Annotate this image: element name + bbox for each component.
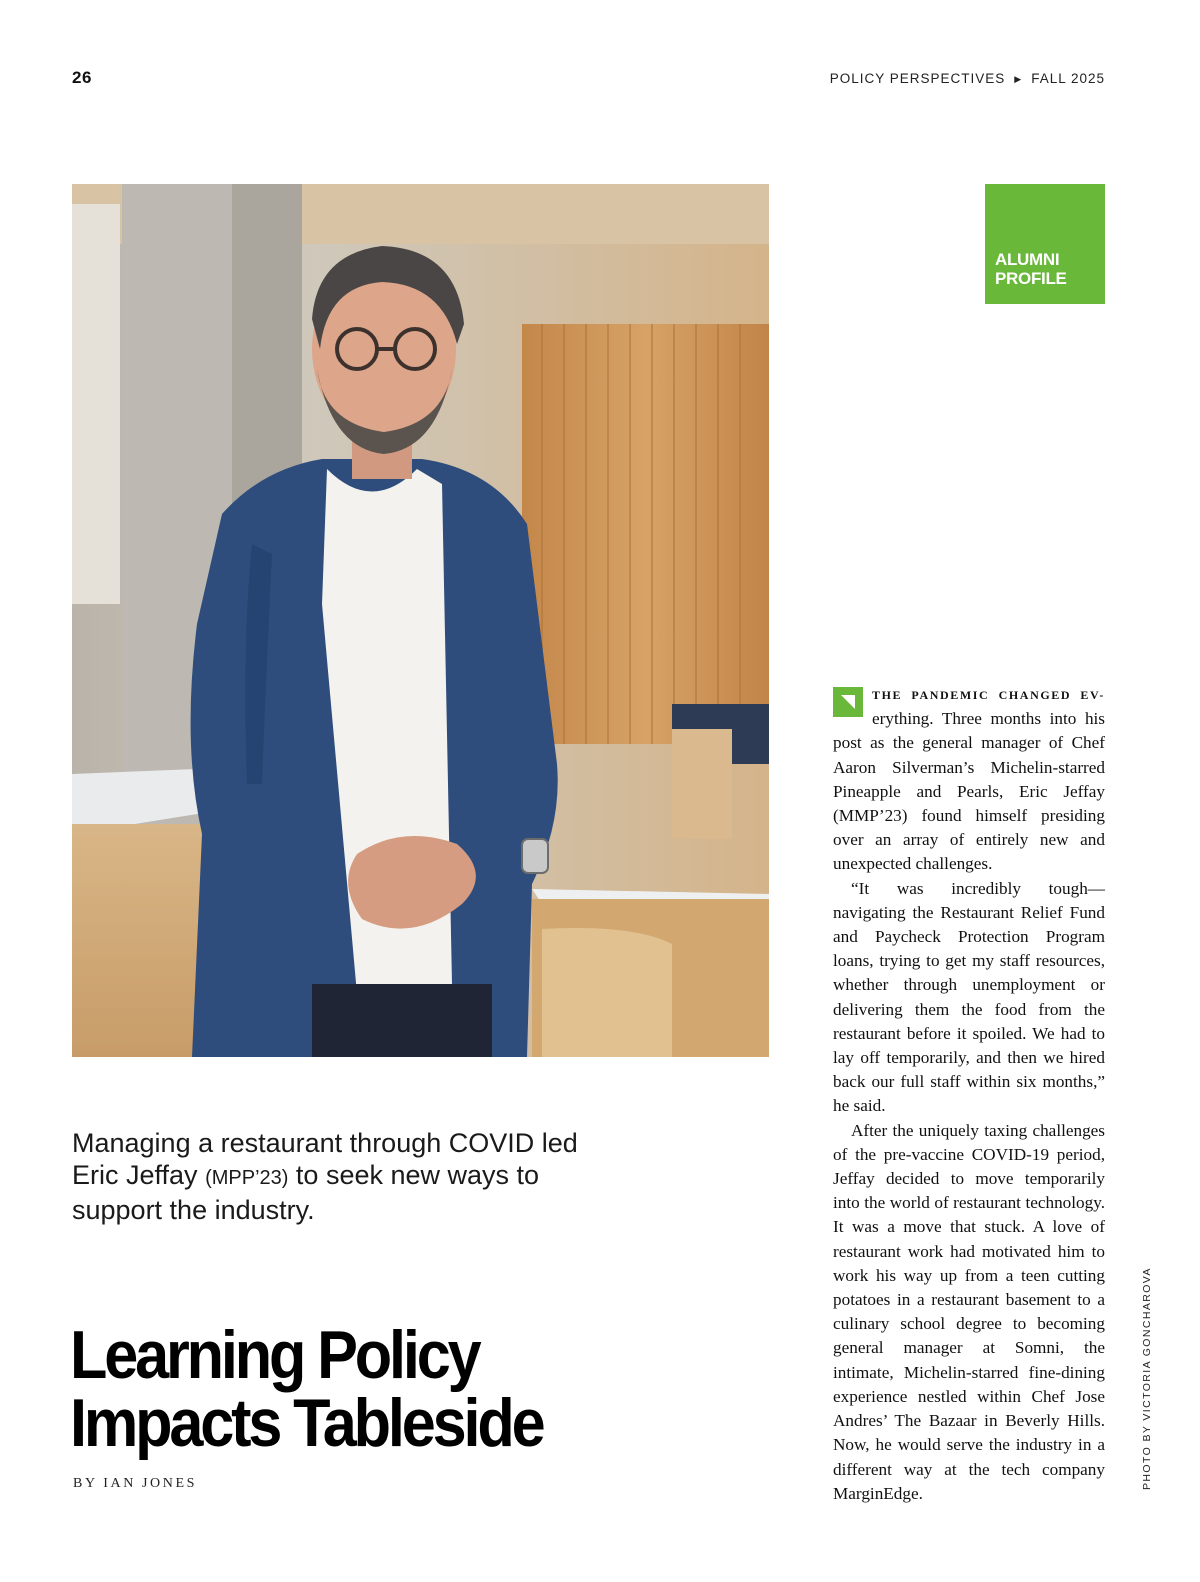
- paragraph-2: “It was incredibly tough—navigating the Restaurant Relief Fund and Paycheck Protection Program loans, trying to get my staff resources, whether through unemployment or delivering them the food from the restaurant before it spoiled. We had to lay off temporarily, and then we hired back our full staff within six months,” he said.: [833, 878, 1105, 1116]
- caption-text-1: Managing a restaurant through COVID led Eric Jeffay: [72, 1128, 578, 1190]
- alumni-profile-badge: [985, 184, 1105, 304]
- badge-line-2: PROFILE: [995, 269, 1067, 288]
- caption-text-2: to seek new ways to support the industry.: [72, 1160, 540, 1225]
- drop-mark-arrow-icon: [833, 687, 863, 717]
- triangle-separator-icon: ▶: [1014, 74, 1023, 84]
- caption-degree: (MPP’23): [205, 1167, 289, 1189]
- article-title: [70, 1317, 610, 1461]
- lead-in-caps: THE PANDEMIC CHANGED EV-: [872, 688, 1105, 702]
- paragraph-1: [833, 682, 1105, 877]
- publication-name: POLICY PERSPECTIVES: [829, 71, 1006, 86]
- badge-label: [995, 250, 1067, 288]
- article-body: [833, 682, 1105, 1506]
- issue-label: FALL 2025: [1031, 71, 1105, 86]
- photo-caption: [72, 1127, 592, 1226]
- title-line-2: Impacts Tableside: [70, 1385, 543, 1461]
- badge-line-1: ALUMNI: [995, 250, 1060, 269]
- page-number: 26: [72, 68, 92, 87]
- title-line-1: Learning Policy: [70, 1317, 479, 1393]
- photo-credit: PHOTO BY VICTORIA GONCHAROVA: [1141, 1267, 1153, 1490]
- profile-photo: [72, 184, 769, 1057]
- paragraph-1-text: erything. Three months into his post as the general manager of Chef Aaron Silverman’s Michelin-starred Pineapple and Pearls, Eric Jeffay (MMP’23) found himself presiding over an array of entirely new and unexpected challenges.: [833, 709, 1105, 874]
- paragraph-3: After the uniquely taxing challenges of the pre-vaccine COVID-19 period, Jeffay decided to move temporarily into the world of restaurant technology. It was a move that stuck. A love of restaurant work had motivated him to work his way up from a teen cutting potatoes in a restaurant basement to a culinary school degree to becoming general manager at Somni, the intimate, Michelin-starred fine-dining experience nestled within Chef Jose Andres’ The Bazaar in Beverly Hills. Now, he would serve the industry in a different way at the tech company MarginEdge.: [833, 1120, 1105, 1503]
- byline: BY IAN JONES: [73, 1476, 198, 1491]
- running-head: [830, 71, 1105, 86]
